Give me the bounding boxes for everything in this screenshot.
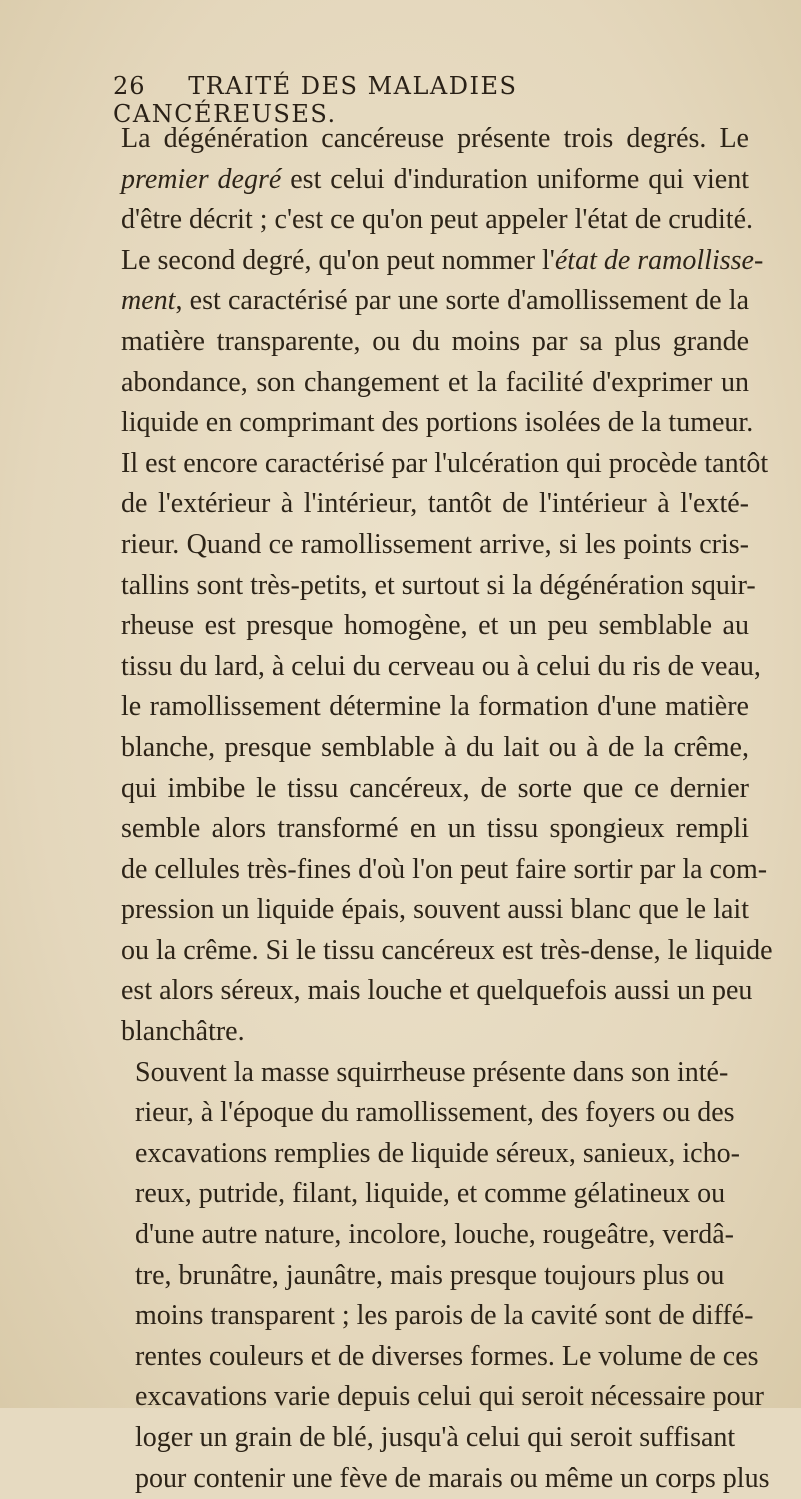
text-line: tissu du lard, à celui du cerveau ou à celui du ris de veau, bbox=[121, 650, 761, 682]
text-line: ment, est caractérisé par une sorte d'amollissement de la bbox=[121, 285, 749, 317]
text-line: moins transparent ; les parois de la cavité sont de diffé- bbox=[135, 1300, 754, 1332]
text-line: abondance, son changement et la facilité d'exprimer un bbox=[121, 366, 749, 398]
running-title: TRAITÉ DES MALADIES CANCÉREUSES. bbox=[113, 72, 518, 128]
text-line: Souvent la masse squirrheuse présente dans son inté- bbox=[135, 1056, 729, 1088]
text-line: le ramollissement détermine la formation d'une matière bbox=[121, 691, 749, 723]
paragraph bbox=[107, 1053, 770, 1499]
text-line: blanche, presque semblable à du lait ou à de la crême, bbox=[121, 731, 749, 763]
page-number: 26 bbox=[113, 72, 146, 100]
text-line: ou la crême. Si le tissu cancéreux est très-dense, le liquide bbox=[121, 934, 773, 966]
text-line: liquide en comprimant des portions isolées de la tumeur. bbox=[121, 407, 754, 439]
text-line: d'une autre nature, incolore, louche, rougeâtre, verdâ- bbox=[135, 1219, 734, 1251]
text-line: qui imbibe le tissu cancéreux, de sorte que ce dernier bbox=[121, 772, 749, 804]
text-line: excavations remplies de liquide séreux, sanieux, icho- bbox=[135, 1137, 740, 1169]
text-line: tallins sont très-petits, et surtout si la dégénération squir- bbox=[121, 569, 756, 601]
text-line: blanchâtre. bbox=[121, 1016, 245, 1048]
text-line: de cellules très-fines d'où l'on peut faire sortir par la com- bbox=[121, 853, 768, 885]
text-line: La dégénération cancéreuse présente trois degrés. Le bbox=[121, 123, 749, 154]
text-line: pression un liquide épais, souvent aussi blanc que le lait bbox=[121, 894, 749, 926]
text-line: semble alors transformé en un tissu spongieux rempli bbox=[121, 813, 749, 845]
text-line: reux, putride, filant, liquide, et comme gélatineux ou bbox=[135, 1178, 726, 1210]
paragraph bbox=[107, 119, 773, 1053]
text-line: pour contenir une fève de marais ou même un corps plus bbox=[135, 1462, 770, 1494]
text-line: d'être décrit ; c'est ce qu'on peut appeler l'état de crudité. bbox=[121, 204, 753, 236]
text-line: rentes couleurs et de diverses formes. Le volume de ces bbox=[135, 1340, 759, 1372]
text-line: rieur. Quand ce ramollissement arrive, si les points cris- bbox=[121, 528, 749, 560]
text-line: Le second degré, qu'on peut nommer l'état de ramollisse- bbox=[121, 244, 764, 276]
text-line: matière transparente, ou du moins par sa plus grande bbox=[121, 325, 749, 357]
text-line: Il est encore caractérisé par l'ulcération qui procède tantôt bbox=[121, 447, 769, 479]
text-line: loger un grain de blé, jusqu'à celui qui seroit suffisant bbox=[135, 1422, 736, 1453]
text-line: de l'extérieur à l'intérieur, tantôt de l'intérieur à l'exté- bbox=[121, 488, 749, 520]
text-line: est alors séreux, mais louche et quelquefois aussi un peu bbox=[121, 975, 753, 1007]
text-line: premier degré est celui d'induration uniforme qui vient bbox=[121, 163, 749, 195]
text-line: tre, brunâtre, jaunâtre, mais presque toujours plus ou bbox=[135, 1259, 725, 1291]
text-line: rieur, à l'époque du ramollissement, des foyers ou des bbox=[135, 1097, 735, 1129]
text-line: rheuse est presque homogène, et un peu semblable au bbox=[121, 610, 749, 642]
text-line: excavations varie depuis celui qui seroit nécessaire pour bbox=[135, 1381, 764, 1413]
body-text bbox=[107, 119, 773, 1499]
